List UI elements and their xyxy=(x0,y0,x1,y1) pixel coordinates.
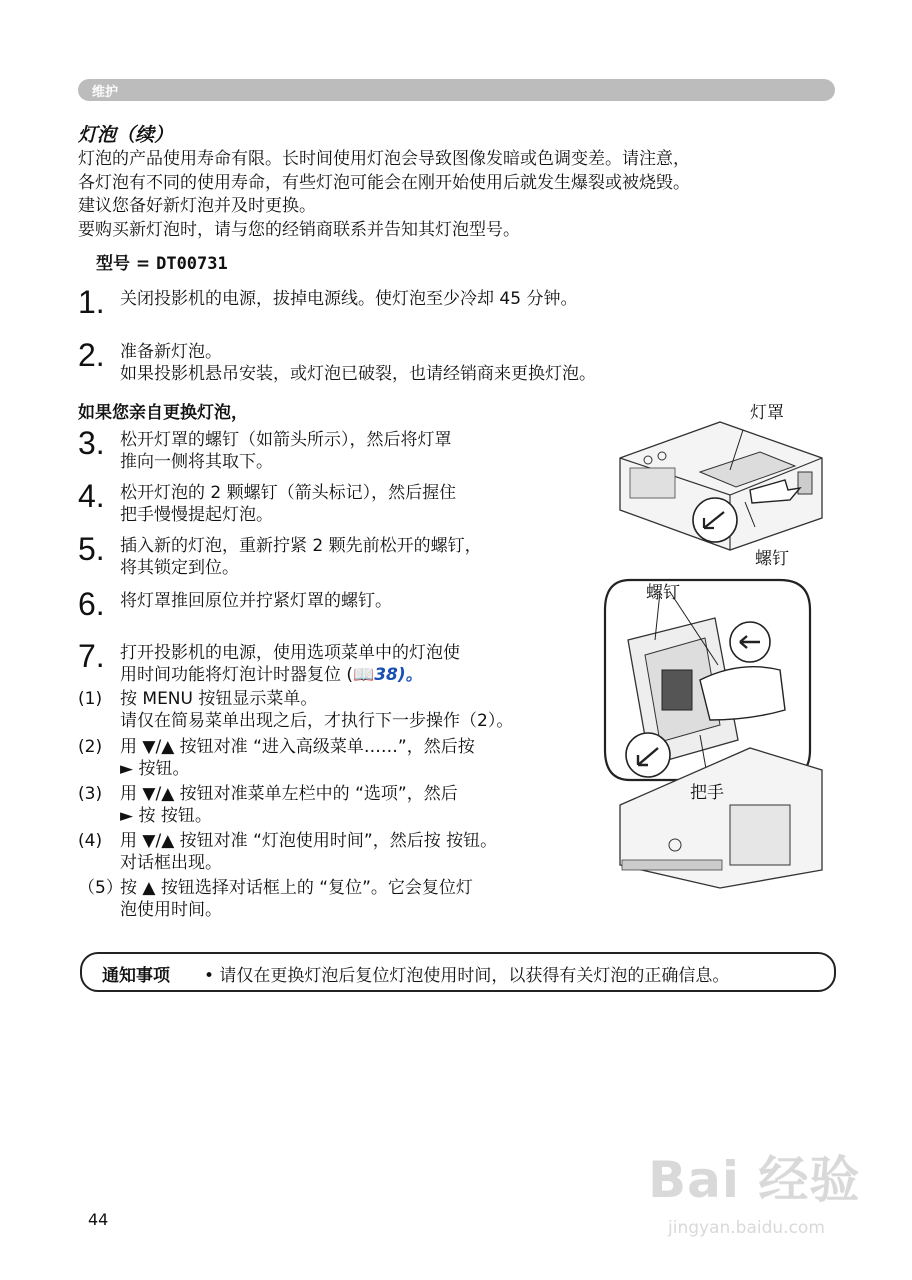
page-link[interactable]: 38)。 xyxy=(374,665,423,685)
book-icon[interactable]: 📖 xyxy=(353,665,375,685)
step-number: 2. xyxy=(78,337,105,373)
step-text: 准备新灯泡。 xyxy=(120,342,222,362)
projector-cover-illustration xyxy=(600,400,830,570)
substep-text: 泡使用时间。 xyxy=(120,900,222,920)
step-text: 将其锁定到位。 xyxy=(120,558,239,578)
step-text: 把手慢慢提起灯泡。 xyxy=(120,505,273,525)
screw-label: 螺钉 xyxy=(755,549,789,569)
step-text: 推向一侧将其取下。 xyxy=(120,452,273,472)
substep-text: 按 ▲ 按钮选择对话框上的 “复位”。它会复位灯 xyxy=(120,878,473,898)
step-number: 6. xyxy=(78,586,105,622)
model-number xyxy=(96,249,228,274)
step-text: 关闭投影机的电源，拔掉电源线。使灯泡至少冷却 45 分钟。 xyxy=(120,289,578,309)
notice-text: • 请仅在更换灯泡后复位灯泡使用时间，以获得有关灯泡的正确信息。 xyxy=(204,966,730,986)
intro-line: 要购买新灯泡时，请与您的经销商联系并告知其灯泡型号。 xyxy=(78,219,520,240)
substep-label: （5） xyxy=(78,878,123,898)
intro-line: 灯泡的产品使用寿命有限。长时间使用灯泡会导致图像发暗或色调变差。请注意， xyxy=(78,149,690,169)
step-text: 将灯罩推回原位并拧紧灯罩的螺钉。 xyxy=(120,591,392,611)
notice-box xyxy=(80,952,836,992)
step-number: 3. xyxy=(78,425,105,461)
step-number: 4. xyxy=(78,478,105,514)
step-text: 松开灯泡的 2 颗螺钉（箭头标记），然后握住 xyxy=(120,483,457,503)
notice-heading: 通知事项 xyxy=(102,966,170,986)
step-number: 7. xyxy=(78,638,105,674)
substep-text: 用 ▼/▲ 按钮对准菜单左栏中的 “选项”，然后 xyxy=(120,784,458,804)
substep-text: 用 ▼/▲ 按钮对准 “进入高级菜单……”，然后按 xyxy=(120,737,475,757)
step-text: 如果投影机悬吊安装，或灯泡已破裂，也请经销商来更换灯泡。 xyxy=(120,364,596,384)
substep-text: 对话框出现。 xyxy=(120,853,222,873)
substep-label: (3) xyxy=(78,784,103,804)
substep-text: ► 按钮。 xyxy=(120,759,190,779)
lamp-removal-illustration xyxy=(600,570,830,900)
watermark-brand: Bai 经验 xyxy=(648,1151,861,1209)
intro-line: 建议您备好新灯泡并及时更换。 xyxy=(78,196,316,216)
intro-paragraph xyxy=(78,148,838,242)
page-number: 44 xyxy=(88,1210,109,1229)
model-label: 型号 = xyxy=(96,254,151,274)
substep-text: 用 ▼/▲ 按钮对准 “灯泡使用时间”，然后按 按钮。 xyxy=(120,831,498,851)
step-number: 5. xyxy=(78,531,105,567)
substep-text: 请仅在简易菜单出现之后，才执行下一步操作（2）。 xyxy=(120,711,514,731)
substep-text: ► 按 按钮。 xyxy=(120,806,212,826)
page-title: 灯泡（续） xyxy=(78,124,174,146)
intro-line: 各灯泡有不同的使用寿命，有些灯泡可能会在刚开始使用后就发生爆裂或被烧毁。 xyxy=(78,172,690,193)
substep-label: (4) xyxy=(78,831,103,851)
screw-label-2: 螺钉 xyxy=(646,583,680,603)
handle-label: 把手 xyxy=(690,783,724,803)
step-text: 松开灯罩的螺钉（如箭头所示），然后将灯罩 xyxy=(120,430,452,450)
watermark-url: jingyan.baidu.com xyxy=(668,1218,825,1238)
model-code: DT00731 xyxy=(156,254,228,274)
baidu-watermark xyxy=(648,1140,861,1238)
substep-label: (1) xyxy=(78,689,103,709)
step-number: 1. xyxy=(78,284,105,320)
step-text: 插入新的灯泡，重新拧紧 2 颗先前松开的螺钉， xyxy=(120,536,482,556)
substep-label: (2) xyxy=(78,737,103,757)
step-text xyxy=(120,664,460,686)
substep-text: 按 MENU 按钮显示菜单。 xyxy=(120,689,318,709)
section-bar xyxy=(78,79,835,101)
lamp-cover-label: 灯罩 xyxy=(750,403,784,423)
section-label: 维护 xyxy=(92,85,119,100)
step-text: 打开投影机的电源，使用选项菜单中的灯泡使 xyxy=(120,643,460,663)
step-text-part: 用时间功能将灯泡计时器复位 ( xyxy=(120,665,354,685)
subheading: 如果您亲自更换灯泡， xyxy=(78,403,248,423)
